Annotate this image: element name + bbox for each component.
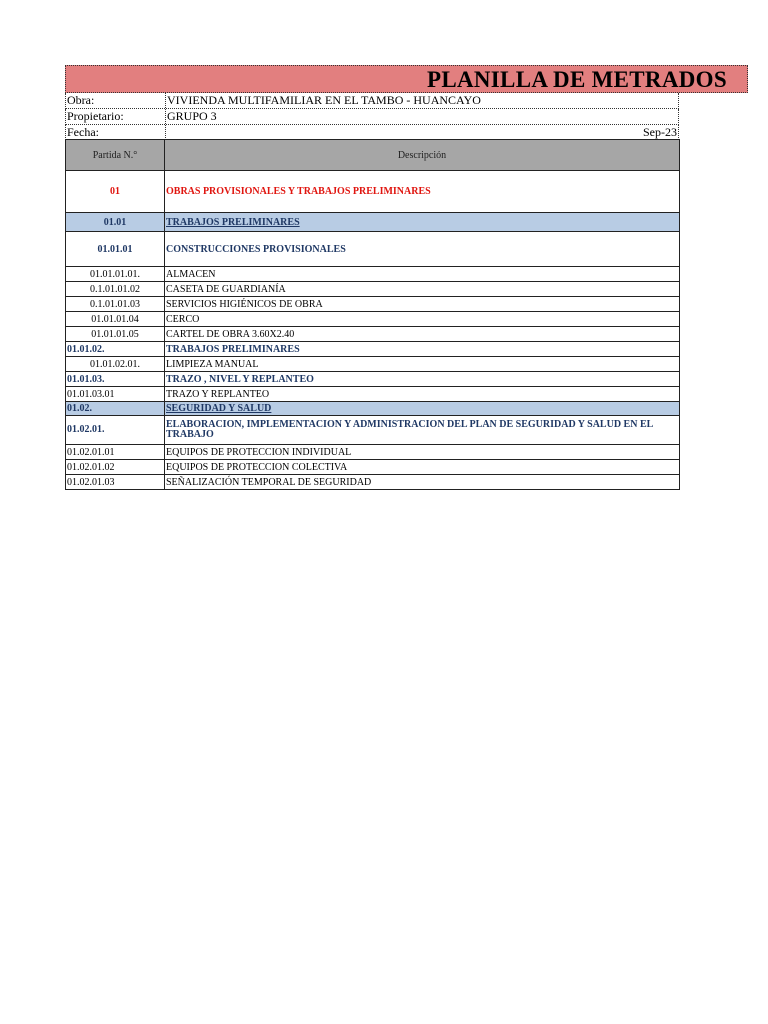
partida-description[interactable]: ALMACEN	[165, 267, 680, 282]
partida-description[interactable]: TRABAJOS PRELIMINARES	[165, 342, 680, 357]
fecha-value[interactable]: Sep-23	[165, 125, 678, 140]
propietario-label: Propietario:	[67, 109, 124, 123]
partida-code[interactable]: 01.01.03.	[66, 372, 165, 387]
partida-description[interactable]: SERVICIOS HIGIÉNICOS DE OBRA	[165, 297, 680, 312]
title-bar	[65, 65, 748, 93]
table-row	[66, 327, 680, 342]
partida-description[interactable]: TRAZO Y REPLANTEO	[165, 387, 680, 402]
partida-description[interactable]: LIMPIEZA MANUAL	[165, 357, 680, 372]
table-row	[66, 402, 680, 416]
partida-description[interactable]: EQUIPOS DE PROTECCION INDIVIDUAL	[165, 445, 680, 460]
partida-code[interactable]: 0.1.01.01.02	[66, 282, 165, 297]
table-row	[66, 297, 680, 312]
propietario-value[interactable]: GRUPO 3	[165, 109, 678, 124]
partida-code[interactable]: 01.02.01.	[66, 416, 165, 445]
partida-code[interactable]: 01.01.02.	[66, 342, 165, 357]
table-row	[66, 445, 680, 460]
partida-code[interactable]: 01.02.	[66, 402, 165, 416]
partida-description[interactable]: SEÑALIZACIÓN TEMPORAL DE SEGURIDAD	[165, 475, 680, 490]
table-row	[66, 357, 680, 372]
metrados-table	[65, 139, 680, 490]
partida-code[interactable]: 01.02.01.03	[66, 475, 165, 490]
header-partida: Partida N.°	[66, 140, 165, 171]
partida-code[interactable]: 01.01.03.01	[66, 387, 165, 402]
table-row	[66, 232, 680, 267]
partida-description[interactable]: OBRAS PROVISIONALES Y TRABAJOS PRELIMINARES	[165, 171, 680, 213]
partida-code[interactable]: 01.01.01	[66, 232, 165, 267]
partida-description[interactable]: CARTEL DE OBRA 3.60X2.40	[165, 327, 680, 342]
partida-code[interactable]: 01.01	[66, 213, 165, 232]
partida-code[interactable]: 01.02.01.02	[66, 460, 165, 475]
table-row	[66, 460, 680, 475]
table-row	[66, 312, 680, 327]
fecha-label: Fecha:	[67, 125, 99, 139]
partida-code[interactable]: 01.01.01.01.	[66, 267, 165, 282]
table-row	[66, 372, 680, 387]
header-descripcion: Descripción	[165, 140, 680, 171]
table-row	[66, 387, 680, 402]
table-row	[66, 267, 680, 282]
table-row	[66, 171, 680, 213]
table-header-row	[66, 140, 680, 171]
partida-code[interactable]: 01.01.01.05	[66, 327, 165, 342]
partida-description[interactable]: CASETA DE GUARDIANÍA	[165, 282, 680, 297]
sheet-title: PLANILLA DE METRADOS	[427, 67, 727, 92]
partida-description[interactable]: EQUIPOS DE PROTECCION COLECTIVA	[165, 460, 680, 475]
partida-description[interactable]: ELABORACION, IMPLEMENTACION Y ADMINISTRACION DEL PLAN DE SEGURIDAD Y SALUD EN EL TRABAJO	[165, 416, 680, 445]
info-row-propietario	[65, 109, 679, 125]
info-row-fecha	[65, 125, 679, 140]
obra-value[interactable]: VIVIENDA MULTIFAMILIAR EN EL TAMBO - HUANCAYO	[165, 93, 678, 108]
partida-code[interactable]: 01.01.02.01.	[66, 357, 165, 372]
info-row-obra	[65, 93, 679, 109]
partida-description[interactable]: TRABAJOS PRELIMINARES	[165, 213, 680, 232]
table-row	[66, 213, 680, 232]
partida-description[interactable]: SEGURIDAD Y SALUD	[165, 402, 680, 416]
table-row	[66, 342, 680, 357]
table-row	[66, 416, 680, 445]
partida-code[interactable]: 01.01.01.04	[66, 312, 165, 327]
partida-code[interactable]: 01	[66, 171, 165, 213]
partida-code[interactable]: 0.1.01.01.03	[66, 297, 165, 312]
partida-code[interactable]: 01.02.01.01	[66, 445, 165, 460]
partida-description[interactable]: CONSTRUCCIONES PROVISIONALES	[165, 232, 680, 267]
table-row	[66, 282, 680, 297]
table-row	[66, 475, 680, 490]
partida-description[interactable]: TRAZO , NIVEL Y REPLANTEO	[165, 372, 680, 387]
partida-description[interactable]: CERCO	[165, 312, 680, 327]
obra-label: Obra:	[67, 93, 95, 107]
